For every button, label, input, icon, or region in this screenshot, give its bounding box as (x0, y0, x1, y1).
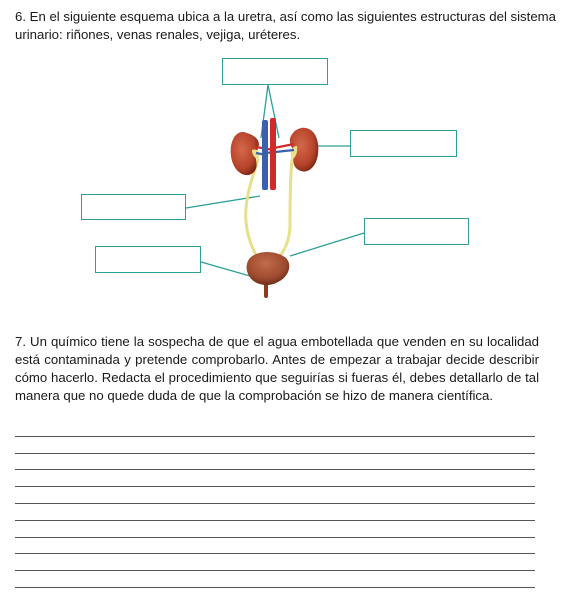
answer-box-left-upper[interactable] (81, 194, 186, 220)
question-7-text: 7. Un químico tiene la sospecha de que el agua embotellada que venden en su localidad está contaminada y pretende comprobarlo. Antes de empezar a trabajar decide describir cómo hacerlo. Redacta el procedimiento que seguirías si fueras él, debes detallarlo de tal manera que no quede duda de que la comprobación se hizo de manera científica. (15, 334, 539, 403)
ureter-right (278, 160, 292, 258)
renal-artery-right (274, 144, 294, 148)
bladder (247, 252, 290, 285)
leader-line-left-2 (201, 262, 250, 276)
answer-line[interactable] (15, 454, 535, 471)
answer-line[interactable] (15, 420, 535, 437)
answer-box-right-lower[interactable] (364, 218, 469, 245)
leader-line-right-2 (290, 233, 364, 256)
answer-box-top[interactable] (222, 58, 328, 85)
answer-box-right-upper[interactable] (350, 130, 457, 157)
answer-line[interactable] (15, 554, 535, 571)
ureters (246, 160, 292, 258)
answer-box-left-lower[interactable] (95, 246, 201, 273)
answer-line[interactable] (15, 538, 535, 555)
aorta (270, 118, 276, 190)
answer-line[interactable] (15, 504, 535, 521)
urinary-system-diagram (0, 50, 584, 310)
answer-line[interactable] (15, 487, 535, 504)
answer-line[interactable] (15, 470, 535, 487)
answer-line[interactable] (15, 437, 535, 454)
question-6-text: 6. En el siguiente esquema ubica a la uretra, así como las siguientes estructuras del sistema urinario: riñones, venas renales, vejiga, uréteres. (15, 9, 556, 42)
answer-line[interactable] (15, 571, 535, 588)
answer-line[interactable] (15, 521, 535, 538)
answer-lines (15, 420, 535, 588)
vena-cava (262, 120, 268, 190)
